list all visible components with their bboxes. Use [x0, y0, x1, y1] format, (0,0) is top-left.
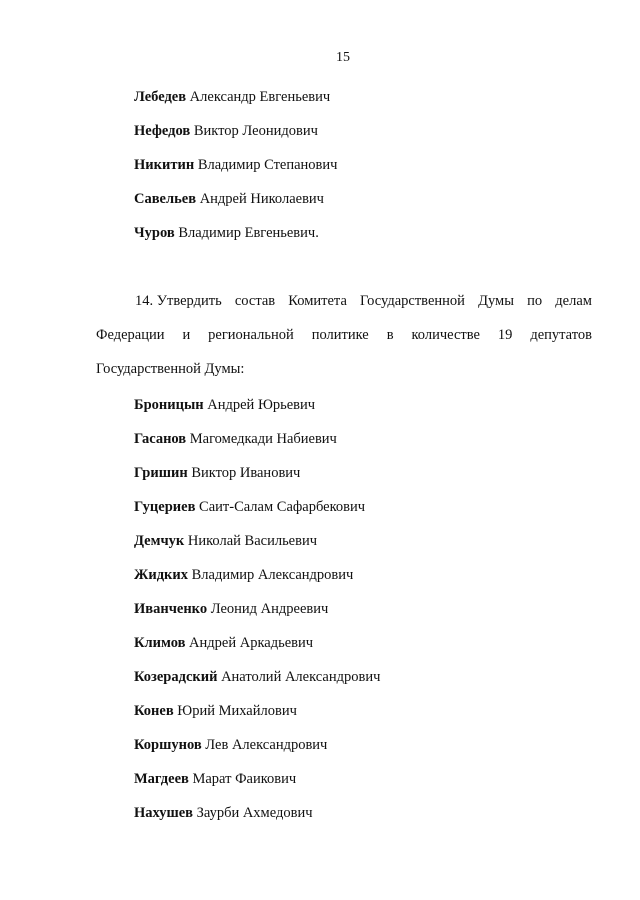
member-name [134, 770, 296, 788]
member-given-names: Марат Фаикович [192, 771, 297, 787]
member-surname: Иванченко [134, 601, 208, 617]
member-surname: Гуцериев [134, 499, 196, 515]
member-surname: Броницын [134, 397, 204, 413]
deputy-surname: Савельев [134, 191, 197, 207]
deputy-name [134, 156, 337, 174]
member-given-names: Андрей Юрьевич [207, 397, 316, 413]
member-name [134, 464, 300, 482]
member-given-names: Андрей Аркадьевич [189, 635, 314, 651]
paragraph-word: Федерации [96, 327, 165, 343]
member-given-names: Леонид Андреевич [210, 601, 329, 617]
member-given-names: Магомедкади Набиевич [189, 431, 337, 447]
paragraph-word: Думы [478, 293, 514, 309]
member-surname: Козерадский [134, 669, 218, 685]
member-surname: Гришин [134, 465, 188, 481]
paragraph-line-2 [96, 326, 592, 344]
deputy-given-names: Андрей Николаевич [199, 191, 324, 207]
page-number: 15 [336, 50, 350, 65]
paragraph-word: Государственной [360, 293, 465, 309]
deputy-given-names: Александр Евгеньевич [189, 89, 331, 105]
member-name [134, 600, 328, 618]
deputy-name [134, 224, 319, 242]
member-name [134, 566, 353, 584]
member-given-names: Владимир Александрович [191, 567, 354, 583]
member-given-names: Николай Васильевич [187, 533, 318, 549]
member-surname: Климов [134, 635, 186, 651]
paragraph-line-1 [135, 292, 592, 310]
member-given-names: Анатолий Александрович [221, 669, 381, 685]
deputy-surname: Лебедев [134, 89, 187, 105]
paragraph-word: региональной [208, 327, 294, 343]
paragraph-word: делам [555, 293, 592, 309]
paragraph-word: количестве [411, 327, 480, 343]
member-given-names: Лев Александрович [205, 737, 328, 753]
member-surname: Конев [134, 703, 174, 719]
paragraph-word: депутатов [530, 327, 592, 343]
member-surname: Демчук [134, 533, 185, 549]
paragraph-line-3: Государственной Думы: [96, 361, 245, 377]
paragraph-word: по [527, 293, 543, 309]
paragraph-word: Комитета [288, 293, 347, 309]
member-name [134, 702, 297, 720]
member-surname: Жидких [134, 567, 188, 583]
member-name [134, 498, 365, 516]
deputy-surname: Нефедов [134, 123, 191, 139]
paragraph-word: состав [234, 293, 276, 309]
member-name [134, 532, 317, 550]
member-given-names: Юрий Михайлович [177, 703, 297, 719]
member-name [134, 804, 313, 822]
member-given-names: Саит-Салам Сафарбекович [199, 499, 366, 515]
deputy-name [134, 88, 330, 106]
member-surname: Коршунов [134, 737, 202, 753]
member-name [134, 634, 313, 652]
deputy-given-names: Владимир Степанович [197, 157, 338, 173]
member-name [134, 668, 380, 686]
member-surname: Нахушев [134, 805, 193, 821]
member-name [134, 430, 337, 448]
member-given-names: Заурби Ахмедович [196, 805, 313, 821]
deputy-name [134, 190, 324, 208]
paragraph-word: 19 [497, 327, 513, 343]
deputy-name [134, 122, 318, 140]
member-surname: Гасанов [134, 431, 187, 447]
paragraph-word: политике [311, 327, 369, 343]
deputy-surname: Чуров [134, 225, 175, 241]
member-given-names: Виктор Иванович [191, 465, 301, 481]
deputy-given-names: Виктор Леонидович [193, 123, 318, 139]
member-surname: Магдеев [134, 771, 189, 787]
paragraph-word: в [386, 327, 394, 343]
paragraph-word: 14. Утвердить [135, 293, 222, 309]
deputy-given-names: Владимир Евгеньевич. [178, 225, 319, 241]
deputy-surname: Никитин [134, 157, 195, 173]
member-name [134, 736, 327, 754]
paragraph-word: и [182, 327, 191, 343]
member-name [134, 396, 315, 414]
